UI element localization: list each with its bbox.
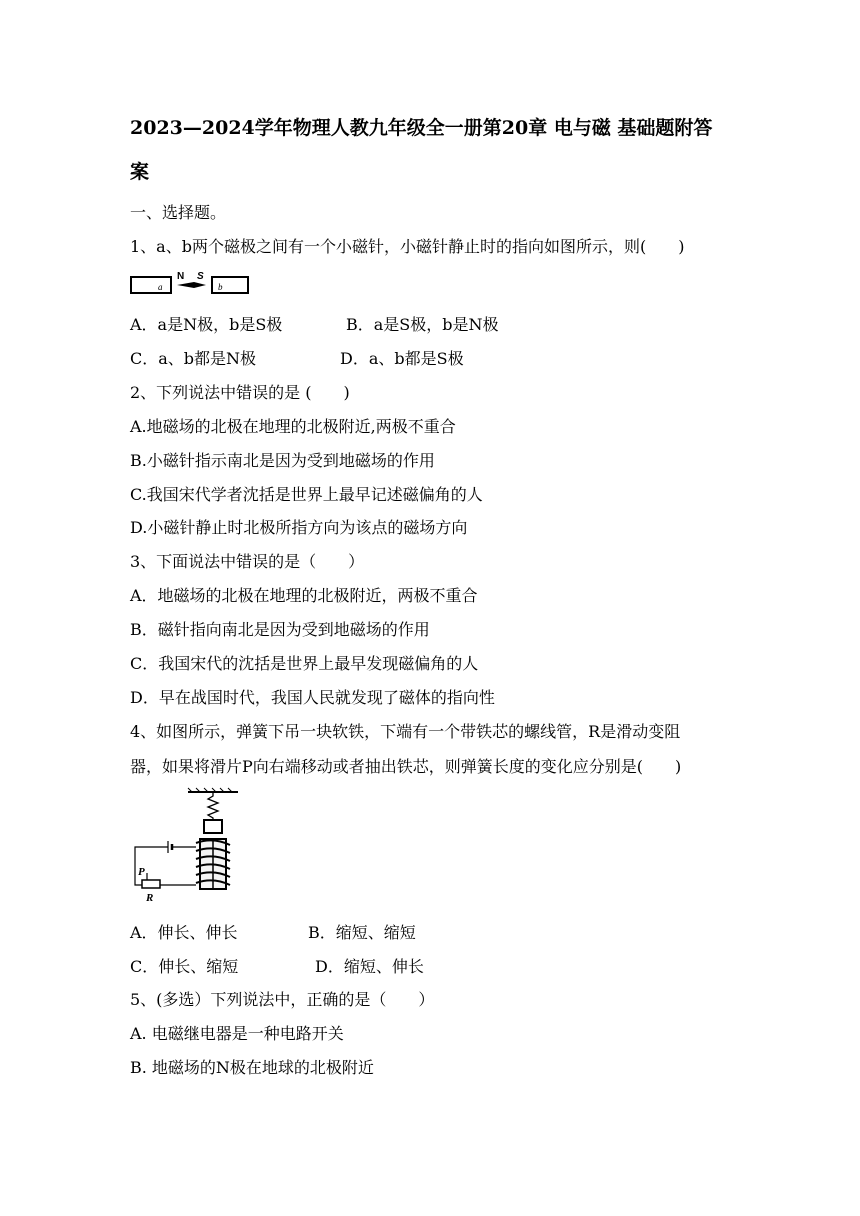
- magnet-a-label: a: [158, 282, 163, 292]
- q4-option-b: B．缩短、缩短: [308, 923, 416, 942]
- question-2-stem: 2、下列说法中错误的是 ( ): [130, 383, 350, 402]
- section-heading: 一、选择题。: [130, 203, 227, 222]
- slider-p-label: P: [138, 866, 145, 878]
- needle-n-label: N: [177, 271, 185, 282]
- q2-option-c: C.我国宋代学者沈括是世界上最早记述磁偏角的人: [130, 485, 483, 504]
- document-title: [130, 106, 740, 194]
- title-line-1: 2023—2024学年物理人教九年级全一册第20章 电与磁 基础题附答: [130, 117, 713, 139]
- magnet-needle-figure: [128, 268, 252, 298]
- q3-option-b: B．磁针指向南北是因为受到地磁场的作用: [130, 620, 430, 639]
- q4-option-d: D．缩短、伸长: [315, 957, 424, 976]
- q5-option-a: A. 电磁继电器是一种电路开关: [130, 1024, 344, 1043]
- q1-option-c: C．a、b都是N极: [130, 349, 257, 368]
- q3-option-a: A．地磁场的北极在地理的北极附近，两极不重合: [130, 586, 478, 605]
- magnet-b-label: b: [218, 282, 223, 292]
- rheostat-r-label: R: [146, 892, 154, 904]
- q1-option-a: A．a是N极，b是S极: [130, 315, 283, 334]
- q2-option-b: B.小磁针指示南北是因为受到地磁场的作用: [130, 451, 435, 470]
- q4-option-c: C．伸长、缩短: [130, 957, 239, 976]
- q3-option-d: D．早在战国时代，我国人民就发现了磁体的指向性: [130, 688, 495, 707]
- q3-option-c: C．我国宋代的沈括是世界上最早发现磁偏角的人: [130, 654, 479, 673]
- question-4-stem-line-2: 器，如果将滑片P向右端移动或者抽出铁芯，则弹簧长度的变化应分别是( ): [130, 757, 682, 776]
- question-3-stem: 3、下面说法中错误的是（ ）: [130, 552, 365, 571]
- question-1-stem: 1、a、b两个磁极之间有一个小磁针，小磁针静止时的指向如图所示，则( ): [130, 237, 685, 256]
- q4-option-a: A．伸长、伸长: [130, 923, 238, 942]
- q5-option-b: B. 地磁场的N极在地球的北极附近: [130, 1058, 374, 1077]
- q2-option-a: A.地磁场的北极在地理的北极附近,两极不重合: [130, 417, 456, 436]
- q2-option-d: D.小磁针静止时北极所指方向为该点的磁场方向: [130, 518, 468, 537]
- question-5-stem: 5、(多选）下列说法中，正确的是（ ）: [130, 990, 435, 1009]
- needle-s-label: S: [197, 271, 204, 282]
- q1-option-b: B．a是S极，b是N极: [346, 315, 499, 334]
- title-line-2: 案: [130, 161, 150, 183]
- q1-option-d: D．a、b都是S极: [340, 349, 464, 368]
- question-4-stem-line-1: 4、如图所示，弹簧下吊一块软铁，下端有一个带铁芯的螺线管，R是滑动变阻: [130, 722, 681, 741]
- solenoid-circuit-figure: [130, 787, 242, 905]
